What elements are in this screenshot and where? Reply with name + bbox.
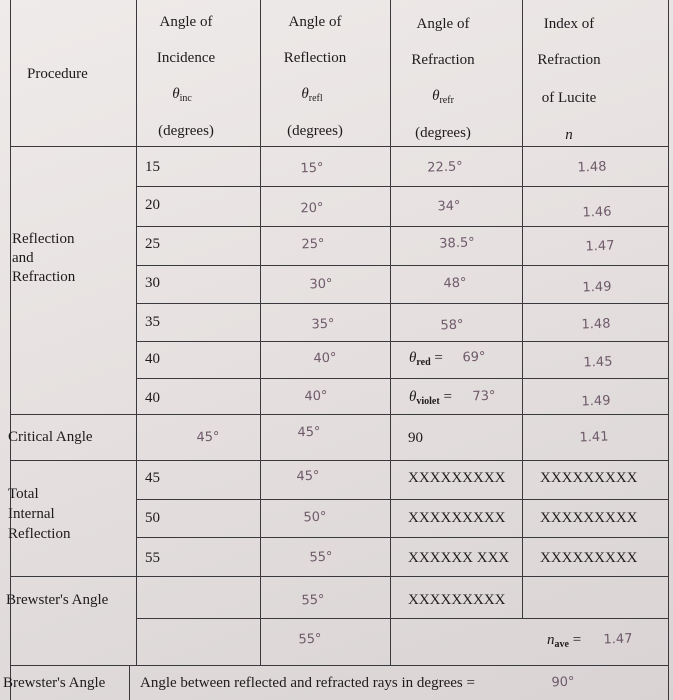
table-cell: 40 (145, 390, 160, 406)
table-border (136, 499, 668, 500)
refraction-symbol: $\theta_{refr}$ (432, 88, 454, 106)
incidence-header-line2: Incidence (156, 50, 216, 66)
section-label: Refraction (12, 269, 76, 285)
table-cell: XXXXXX XXX (408, 550, 510, 566)
table-border (136, 186, 668, 187)
table-cell: 25° (301, 236, 325, 253)
table-cell: 45 (145, 470, 160, 486)
table-cell: 58° (440, 317, 464, 334)
table-cell: 1.41 (579, 429, 609, 446)
table-cell: 45° (296, 468, 320, 485)
table-border (522, 0, 523, 618)
table-cell: XXXXXXXXX (408, 470, 506, 486)
table-cell: 69° (462, 349, 486, 366)
index-header-line3: of Lucite (541, 90, 597, 106)
table-border (390, 0, 391, 665)
table-border (136, 341, 668, 342)
table-cell: 1.46 (582, 204, 612, 221)
table-cell: XXXXXXXXX (540, 470, 638, 486)
refraction-unit: (degrees) (415, 125, 471, 141)
index-header-line2: Refraction (537, 52, 601, 68)
table-cell: $\theta_{red}$ = (409, 350, 443, 368)
table-border (136, 618, 668, 619)
table-cell: 1.48 (577, 159, 607, 176)
table-cell: 15° (300, 160, 324, 177)
table-cell: 40° (304, 388, 328, 405)
section-label: and (12, 250, 34, 266)
section-label: Brewster's Angle (3, 675, 106, 691)
table-cell: 50° (303, 509, 327, 526)
table-cell: 40° (313, 350, 337, 367)
table-cell: 20° (300, 200, 324, 217)
table-border (260, 0, 261, 665)
table-border (10, 414, 668, 415)
table-cell: 20 (145, 197, 160, 213)
section-label: Total (8, 486, 39, 502)
table-border (10, 576, 668, 577)
table-cell: 30 (145, 275, 160, 291)
table-cell: 1.49 (581, 393, 611, 410)
section-label: Reflection (8, 526, 71, 542)
section-label: Reflection (12, 231, 75, 247)
table-cell: $\theta_{violet}$ = (409, 389, 452, 407)
table-cell: 1.47 (603, 631, 633, 648)
table-border (136, 303, 668, 304)
table-cell: XXXXXXXXX (408, 592, 506, 608)
table-cell: 38.5° (439, 235, 475, 252)
index-symbol: n (565, 127, 573, 143)
table-cell: 1.48 (581, 316, 611, 333)
table-cell: XXXXXXXXX (540, 550, 638, 566)
table-border (136, 265, 668, 266)
table-cell: 1.47 (585, 238, 615, 255)
table-border (668, 0, 669, 700)
table-border (136, 537, 668, 538)
index-header-line1: Index of (543, 16, 595, 32)
table-cell: XXXXXXXXX (408, 510, 506, 526)
table-cell: 1.45 (583, 354, 613, 371)
table-cell: 90 (408, 430, 423, 446)
table-border (10, 146, 668, 147)
table-cell: 55° (309, 549, 333, 566)
table-cell: 73° (472, 388, 496, 405)
table-cell: 30° (309, 276, 333, 293)
table-cell: 40 (145, 351, 160, 367)
table-cell: 55° (298, 631, 322, 648)
table-cell: $n_{ave}$ = (547, 632, 582, 650)
reflection-unit: (degrees) (287, 123, 343, 139)
table-cell: 55° (301, 592, 325, 609)
incidence-unit: (degrees) (158, 123, 214, 139)
procedure-header: Procedure (27, 66, 88, 82)
table-border (10, 460, 668, 461)
table-cell: 15 (145, 159, 160, 175)
reflection-symbol: $\theta_{refl}$ (301, 86, 323, 104)
reflection-header-line1: Angle of (288, 14, 342, 30)
table-cell: XXXXXXXXX (540, 510, 638, 526)
section-label: Internal (8, 506, 55, 522)
table-cell: 48° (443, 275, 467, 292)
table-cell: 50 (145, 510, 160, 526)
table-cell: 34° (437, 198, 461, 215)
incidence-header-line1: Angle of (159, 14, 213, 30)
table-cell: 45° (297, 424, 321, 441)
reflection-header-line2: Reflection (283, 50, 347, 66)
refraction-header-line2: Refraction (411, 52, 475, 68)
table-cell: 25 (145, 236, 160, 252)
table-border (136, 226, 668, 227)
section-label: Brewster's Angle (6, 592, 109, 608)
section-label: Critical Angle (8, 429, 93, 445)
incidence-symbol: $\theta_{inc}$ (172, 86, 192, 104)
table-cell: 35° (311, 316, 335, 333)
table-cell: 1.49 (582, 279, 612, 296)
table-border (136, 0, 137, 665)
table-cell: 35 (145, 314, 160, 330)
refraction-header-line1: Angle of (416, 16, 470, 32)
bottom-row-value: 90° (551, 674, 575, 691)
table-cell: 55 (145, 550, 160, 566)
table-border (136, 378, 668, 379)
table-border (10, 665, 668, 666)
table-cell: 45° (196, 429, 220, 446)
table-cell: 22.5° (427, 159, 463, 176)
bottom-row-label: Angle between reflected and refracted rays in degrees = (140, 675, 475, 691)
table-border (129, 665, 130, 700)
